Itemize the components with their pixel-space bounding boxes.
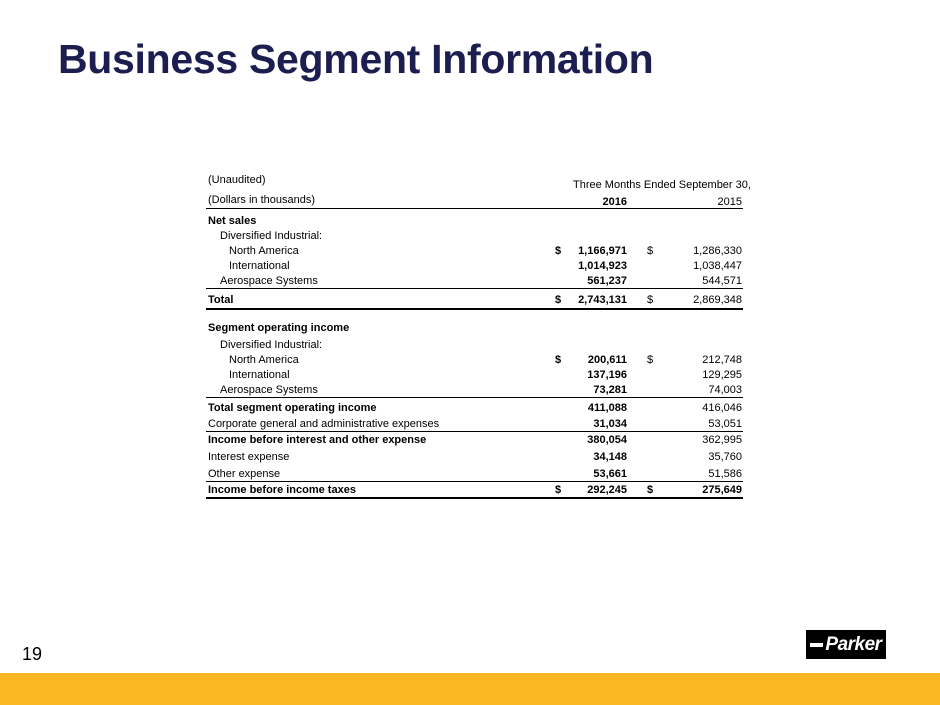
- table-row: [206, 355, 743, 369]
- section-net-sales: [206, 216, 743, 230]
- unaudited-note: (Unaudited): [208, 174, 266, 186]
- row-rule: [206, 397, 743, 398]
- row-label: Aerospace Systems: [220, 275, 318, 287]
- dollar-sign: $: [555, 484, 562, 496]
- row-label: Income before income taxes: [208, 484, 356, 496]
- row-label: Income before interest and other expense: [208, 434, 427, 446]
- dollar-sign: $: [555, 294, 562, 306]
- table-row: [206, 452, 743, 466]
- value-2015: 129,295: [702, 369, 742, 381]
- total-rule: [206, 497, 743, 499]
- total-rule: [206, 308, 743, 310]
- value-2016: 1,014,923: [578, 260, 627, 272]
- row-rule: [206, 481, 743, 482]
- value-2016: 1,166,971: [578, 245, 627, 257]
- footer-bar: [0, 673, 940, 705]
- row-label: Diversified Industrial:: [220, 230, 323, 242]
- dollar-sign: $: [647, 354, 654, 366]
- page-title: Business Segment Information: [58, 36, 654, 82]
- table-row: [206, 231, 743, 245]
- row-label: International: [229, 369, 290, 381]
- row-label: International: [229, 260, 290, 272]
- row-label: Other expense: [208, 468, 281, 480]
- value-2016: 200,611: [587, 354, 627, 366]
- table-row-subtotal: [206, 435, 743, 449]
- value-2015: 362,995: [702, 434, 742, 446]
- row-label: Segment operating income: [208, 322, 350, 334]
- section-segment-income: [206, 323, 743, 337]
- value-2016: 2,743,131: [578, 294, 627, 306]
- value-2016: 73,281: [593, 384, 627, 396]
- page-number: 19: [22, 644, 43, 664]
- table-row: [206, 261, 743, 275]
- row-rule: [206, 288, 743, 289]
- row-label: Corporate general and administrative expenses: [208, 418, 440, 430]
- row-label: Total segment operating income: [208, 402, 377, 414]
- dollar-sign: $: [555, 245, 562, 257]
- row-label: Net sales: [208, 215, 257, 227]
- value-2015: 544,571: [702, 275, 742, 287]
- table-row-subtotal: [206, 403, 743, 417]
- row-label: Aerospace Systems: [220, 384, 318, 396]
- logo-dash-icon: [810, 643, 823, 647]
- value-2016: 53,661: [593, 468, 627, 480]
- value-2016: 137,196: [587, 369, 627, 381]
- period-header: Three Months Ended September 30,: [573, 179, 751, 191]
- row-label: North America: [229, 245, 299, 257]
- value-2015: 1,038,447: [693, 260, 742, 272]
- value-2016: 292,245: [587, 484, 627, 496]
- value-2016: 561,237: [587, 275, 627, 287]
- table-row: [206, 246, 743, 260]
- value-2015: 1,286,330: [693, 245, 742, 257]
- parker-logo: [806, 630, 886, 659]
- table-row-total: [206, 295, 743, 309]
- row-label: North America: [229, 354, 299, 366]
- value-2015: 2,869,348: [693, 294, 742, 306]
- value-2016: 34,148: [593, 451, 627, 463]
- value-2015: 51,586: [708, 468, 742, 480]
- table-row: [206, 340, 743, 354]
- dollar-sign: $: [647, 245, 654, 257]
- value-2015: 53,051: [708, 418, 742, 430]
- value-2015: 212,748: [702, 354, 742, 366]
- value-2015: 275,649: [702, 484, 742, 496]
- row-rule: [206, 431, 743, 432]
- units-note: (Dollars in thousands): [208, 194, 315, 206]
- header-rule: [206, 208, 743, 209]
- row-label: Total: [208, 294, 234, 306]
- dollar-sign: $: [647, 294, 654, 306]
- value-2016: 31,034: [593, 418, 627, 430]
- dollar-sign: $: [555, 354, 562, 366]
- row-label: Diversified Industrial:: [220, 339, 323, 351]
- value-2016: 411,088: [587, 402, 627, 414]
- value-2015: 35,760: [708, 451, 742, 463]
- column-header-2016: 2016: [602, 196, 627, 208]
- table-row: [206, 370, 743, 384]
- row-label: Interest expense: [208, 451, 290, 463]
- logo-text: Parker: [825, 633, 882, 655]
- column-header-2015: 2015: [717, 196, 742, 208]
- value-2015: 74,003: [708, 384, 742, 396]
- value-2015: 416,046: [702, 402, 742, 414]
- dollar-sign: $: [647, 484, 654, 496]
- value-2016: 380,054: [587, 434, 627, 446]
